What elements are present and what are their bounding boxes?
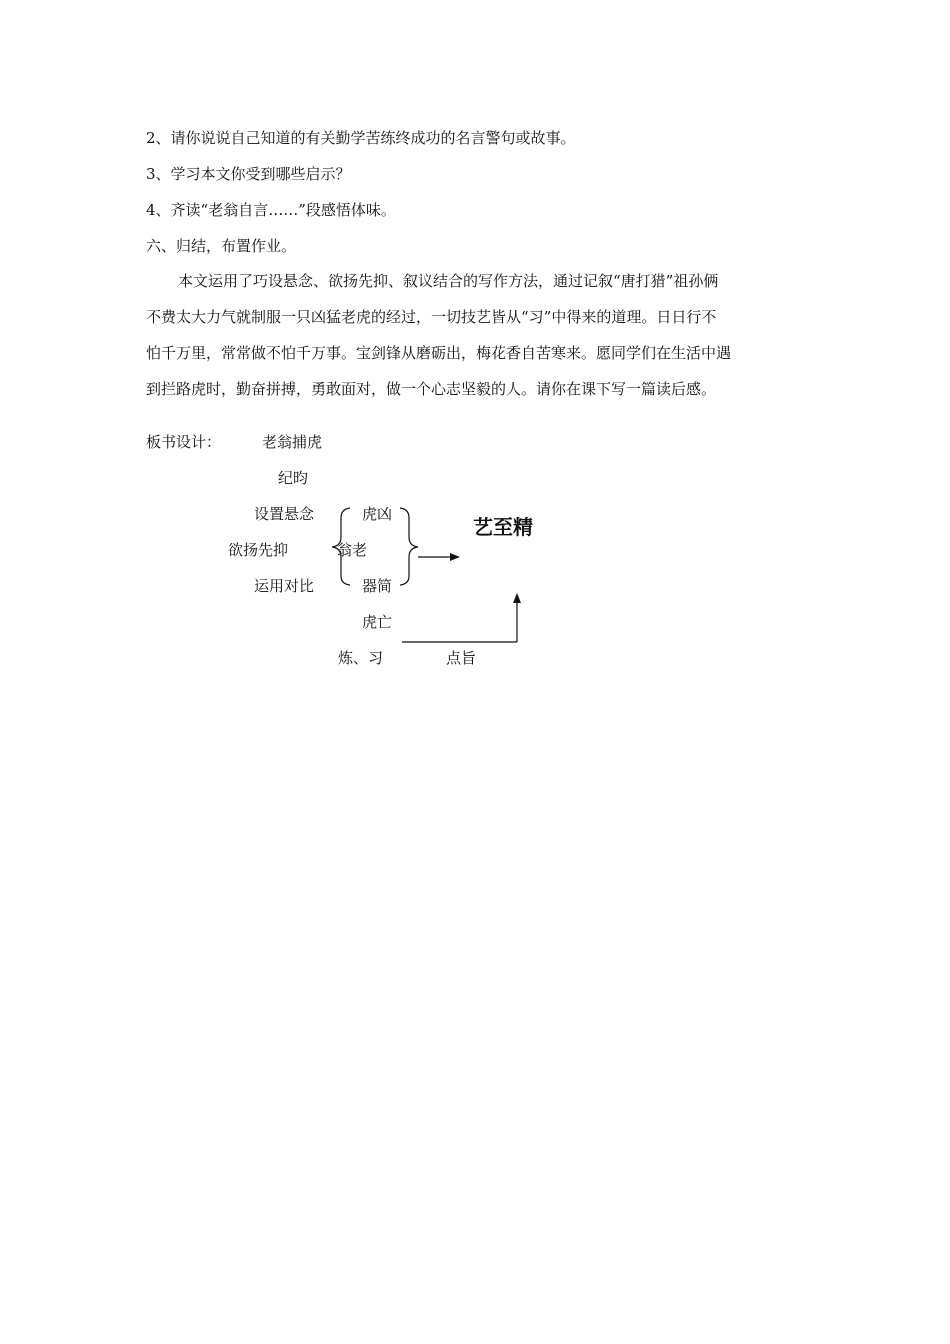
section-heading: 六、归结，布置作业。 (146, 237, 297, 255)
question-3: 3、学习本文你受到哪些启示？ (146, 165, 351, 183)
middle-tiger-dead: 虎亡 (362, 613, 393, 631)
method-suspense: 设置悬念 (254, 505, 315, 523)
middle-old-man: 翁老 (337, 541, 368, 559)
summary-line: 本文运用了巧设悬念、欲扬先抑、叙议结合的写作方法，通过记叙“唐打猎”祖孙俩 (178, 272, 719, 290)
board-title: 老翁捕虎 (262, 433, 323, 451)
question-2: 2、请你说说自己知道的有关勤学苦练终成功的名言警句或故事。 (146, 129, 576, 147)
summary-line: 不费太大力气就制服一只凶猛老虎的经过，一切技艺皆从“习”中得来的道理。日日行不 (146, 308, 717, 326)
board-label: 板书设计： (146, 433, 222, 451)
bottom-point: 点旨 (446, 649, 477, 667)
board-author: 纪昀 (278, 469, 309, 487)
method-contrast-praise: 欲扬先抑 (228, 541, 289, 559)
method-comparison: 运用对比 (254, 577, 315, 595)
summary-line: 到拦路虎时，勤奋拼搏，勇敢面对，做一个心志坚毅的人。请你在课下写一篇读后感。 (146, 380, 717, 398)
middle-tiger-fierce: 虎凶 (362, 505, 393, 523)
left-brace (332, 508, 350, 585)
bottom-practice: 炼、习 (338, 649, 384, 667)
board-result: 艺至精 (473, 515, 533, 539)
arrow-right-head (450, 553, 460, 561)
arrow-up-head (513, 593, 521, 603)
question-4: 4、齐读“老翁自言……”段感悟体味。 (146, 201, 396, 219)
right-brace (400, 508, 418, 585)
middle-simple-tool: 器简 (362, 577, 393, 595)
summary-line: 怕千万里，常常做不怕千万事。宝剑锋从磨砺出，梅花香自苦寒来。愿同学们在生活中遇 (146, 344, 732, 362)
